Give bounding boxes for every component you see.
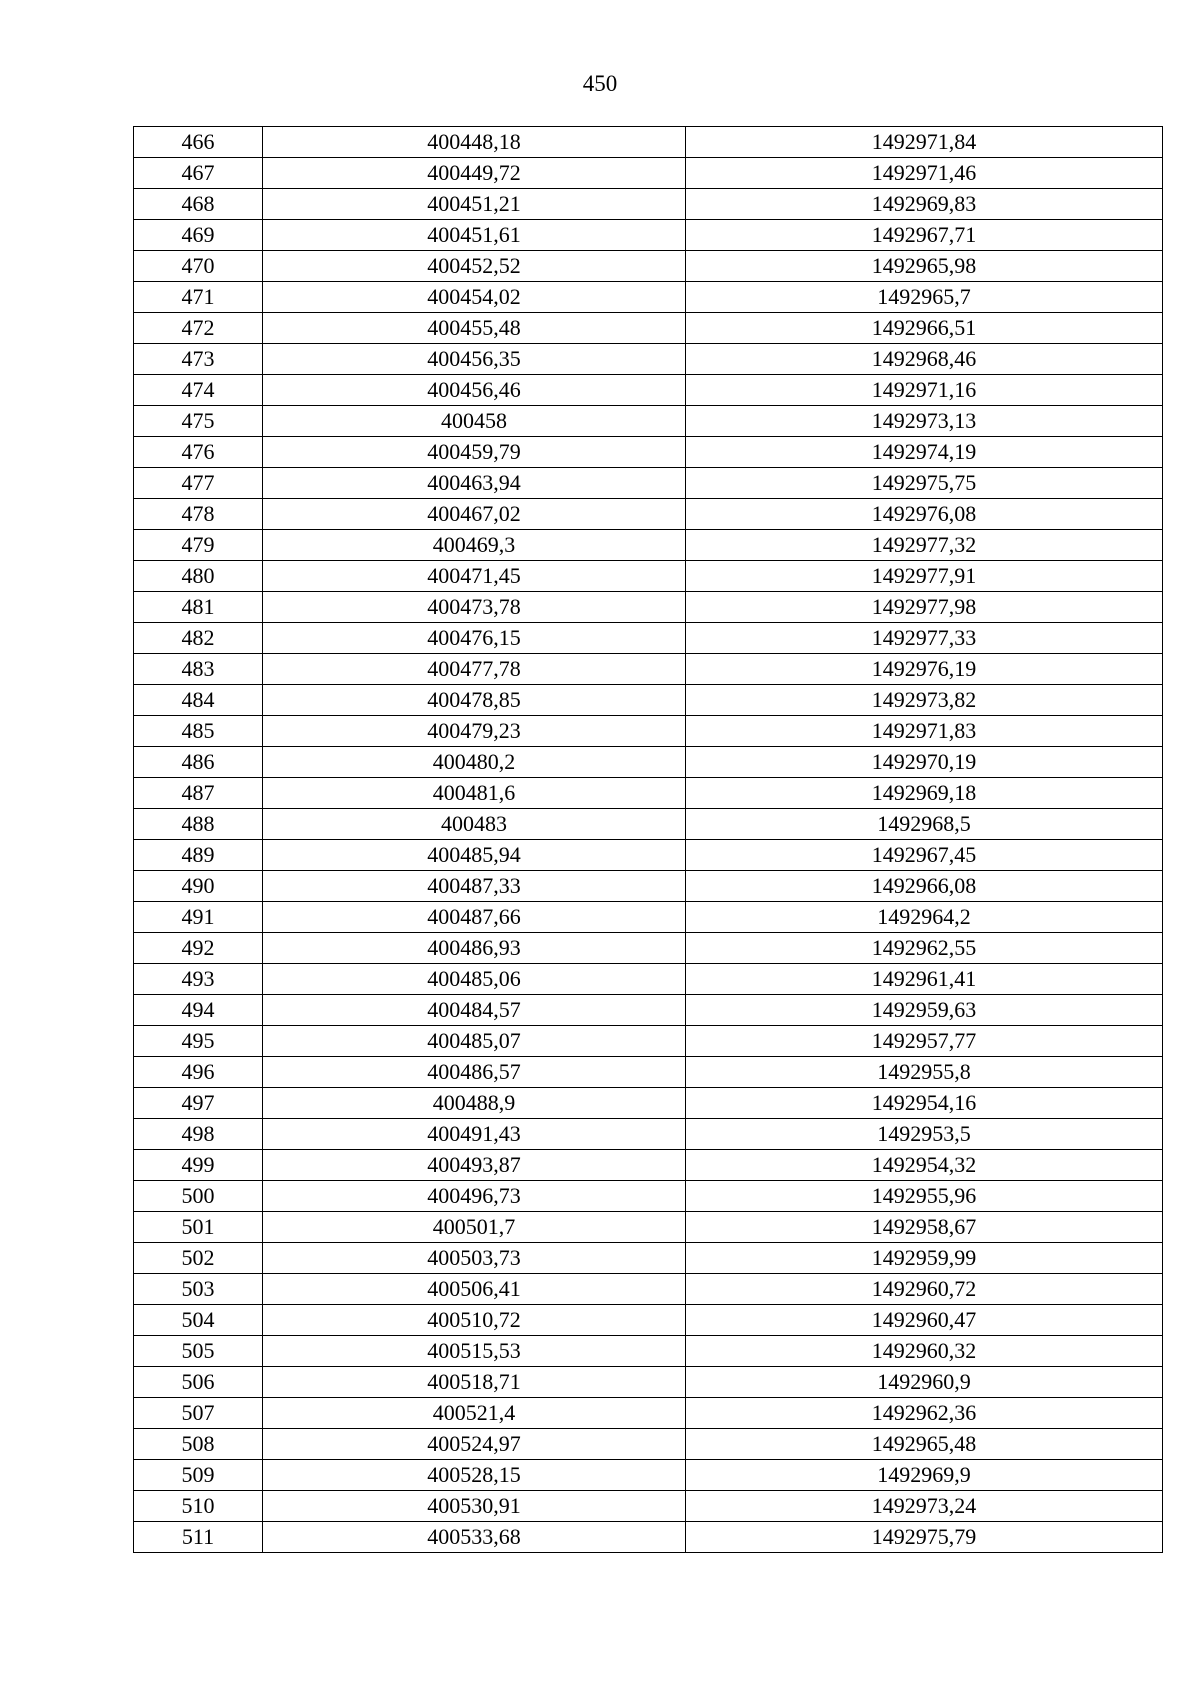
table-row — [134, 282, 1163, 313]
table-row — [134, 1243, 1163, 1274]
point-number-cell: 499 — [134, 1150, 263, 1181]
y-coordinate-cell: 1492965,98 — [686, 251, 1163, 282]
point-number-cell: 488 — [134, 809, 263, 840]
table-row — [134, 995, 1163, 1026]
table-row — [134, 654, 1163, 685]
point-number-cell: 477 — [134, 468, 263, 499]
table-row — [134, 1460, 1163, 1491]
x-coordinate-cell: 400488,9 — [263, 1088, 686, 1119]
table-row — [134, 1398, 1163, 1429]
x-coordinate-cell: 400496,73 — [263, 1181, 686, 1212]
table-row — [134, 840, 1163, 871]
y-coordinate-cell: 1492977,33 — [686, 623, 1163, 654]
table-row — [134, 406, 1163, 437]
point-number-cell: 509 — [134, 1460, 263, 1491]
point-number-cell: 490 — [134, 871, 263, 902]
x-coordinate-cell: 400449,72 — [263, 158, 686, 189]
x-coordinate-cell: 400456,35 — [263, 344, 686, 375]
table-row — [134, 1336, 1163, 1367]
x-coordinate-cell: 400486,93 — [263, 933, 686, 964]
x-coordinate-cell: 400467,02 — [263, 499, 686, 530]
table-row — [134, 1088, 1163, 1119]
point-number-cell: 481 — [134, 592, 263, 623]
y-coordinate-cell: 1492971,83 — [686, 716, 1163, 747]
x-coordinate-cell: 400455,48 — [263, 313, 686, 344]
table-row — [134, 716, 1163, 747]
x-coordinate-cell: 400454,02 — [263, 282, 686, 313]
table-row — [134, 1522, 1163, 1553]
y-coordinate-cell: 1492961,41 — [686, 964, 1163, 995]
x-coordinate-cell: 400530,91 — [263, 1491, 686, 1522]
table-row — [134, 1212, 1163, 1243]
y-coordinate-cell: 1492958,67 — [686, 1212, 1163, 1243]
y-coordinate-cell: 1492977,91 — [686, 561, 1163, 592]
table-row — [134, 530, 1163, 561]
point-number-cell: 483 — [134, 654, 263, 685]
y-coordinate-cell: 1492962,36 — [686, 1398, 1163, 1429]
point-number-cell: 473 — [134, 344, 263, 375]
y-coordinate-cell: 1492971,46 — [686, 158, 1163, 189]
y-coordinate-cell: 1492977,98 — [686, 592, 1163, 623]
y-coordinate-cell: 1492977,32 — [686, 530, 1163, 561]
table-row — [134, 623, 1163, 654]
point-number-cell: 504 — [134, 1305, 263, 1336]
x-coordinate-cell: 400477,78 — [263, 654, 686, 685]
y-coordinate-cell: 1492975,75 — [686, 468, 1163, 499]
table-row — [134, 933, 1163, 964]
point-number-cell: 472 — [134, 313, 263, 344]
x-coordinate-cell: 400471,45 — [263, 561, 686, 592]
x-coordinate-cell: 400485,07 — [263, 1026, 686, 1057]
x-coordinate-cell: 400448,18 — [263, 127, 686, 158]
y-coordinate-cell: 1492975,79 — [686, 1522, 1163, 1553]
table-row — [134, 1491, 1163, 1522]
x-coordinate-cell: 400481,6 — [263, 778, 686, 809]
point-number-cell: 467 — [134, 158, 263, 189]
table-row — [134, 375, 1163, 406]
y-coordinate-cell: 1492967,71 — [686, 220, 1163, 251]
y-coordinate-cell: 1492960,9 — [686, 1367, 1163, 1398]
y-coordinate-cell: 1492965,48 — [686, 1429, 1163, 1460]
point-number-cell: 501 — [134, 1212, 263, 1243]
point-number-cell: 468 — [134, 189, 263, 220]
point-number-cell: 485 — [134, 716, 263, 747]
point-number-cell: 470 — [134, 251, 263, 282]
point-number-cell: 505 — [134, 1336, 263, 1367]
x-coordinate-cell: 400510,72 — [263, 1305, 686, 1336]
x-coordinate-cell: 400487,33 — [263, 871, 686, 902]
table-row — [134, 189, 1163, 220]
point-number-cell: 478 — [134, 499, 263, 530]
point-number-cell: 507 — [134, 1398, 263, 1429]
x-coordinate-cell: 400506,41 — [263, 1274, 686, 1305]
x-coordinate-cell: 400493,87 — [263, 1150, 686, 1181]
table-row — [134, 344, 1163, 375]
point-number-cell: 493 — [134, 964, 263, 995]
point-number-cell: 475 — [134, 406, 263, 437]
point-number-cell: 489 — [134, 840, 263, 871]
table-row — [134, 1429, 1163, 1460]
table-row — [134, 1274, 1163, 1305]
x-coordinate-cell: 400451,21 — [263, 189, 686, 220]
y-coordinate-cell: 1492968,46 — [686, 344, 1163, 375]
table-row — [134, 1181, 1163, 1212]
y-coordinate-cell: 1492953,5 — [686, 1119, 1163, 1150]
x-coordinate-cell: 400486,57 — [263, 1057, 686, 1088]
table-row — [134, 499, 1163, 530]
x-coordinate-cell: 400521,4 — [263, 1398, 686, 1429]
y-coordinate-cell: 1492955,96 — [686, 1181, 1163, 1212]
point-number-cell: 503 — [134, 1274, 263, 1305]
y-coordinate-cell: 1492959,99 — [686, 1243, 1163, 1274]
y-coordinate-cell: 1492957,77 — [686, 1026, 1163, 1057]
y-coordinate-cell: 1492971,84 — [686, 127, 1163, 158]
table-row — [134, 561, 1163, 592]
x-coordinate-cell: 400476,15 — [263, 623, 686, 654]
y-coordinate-cell: 1492966,08 — [686, 871, 1163, 902]
point-number-cell: 487 — [134, 778, 263, 809]
x-coordinate-cell: 400501,7 — [263, 1212, 686, 1243]
x-coordinate-cell: 400518,71 — [263, 1367, 686, 1398]
x-coordinate-cell: 400458 — [263, 406, 686, 437]
table-row — [134, 778, 1163, 809]
x-coordinate-cell: 400515,53 — [263, 1336, 686, 1367]
point-number-cell: 500 — [134, 1181, 263, 1212]
y-coordinate-cell: 1492974,19 — [686, 437, 1163, 468]
table-row — [134, 685, 1163, 716]
table-row — [134, 1057, 1163, 1088]
point-number-cell: 482 — [134, 623, 263, 654]
table-row — [134, 1367, 1163, 1398]
y-coordinate-cell: 1492959,63 — [686, 995, 1163, 1026]
point-number-cell: 496 — [134, 1057, 263, 1088]
y-coordinate-cell: 1492954,16 — [686, 1088, 1163, 1119]
x-coordinate-cell: 400533,68 — [263, 1522, 686, 1553]
point-number-cell: 474 — [134, 375, 263, 406]
point-number-cell: 510 — [134, 1491, 263, 1522]
x-coordinate-cell: 400479,23 — [263, 716, 686, 747]
y-coordinate-cell: 1492954,32 — [686, 1150, 1163, 1181]
table-row — [134, 313, 1163, 344]
table-row — [134, 1026, 1163, 1057]
y-coordinate-cell: 1492973,82 — [686, 685, 1163, 716]
table-row — [134, 1150, 1163, 1181]
point-number-cell: 491 — [134, 902, 263, 933]
table-row — [134, 1119, 1163, 1150]
y-coordinate-cell: 1492969,9 — [686, 1460, 1163, 1491]
table-row — [134, 251, 1163, 282]
table-row — [134, 964, 1163, 995]
point-number-cell: 471 — [134, 282, 263, 313]
y-coordinate-cell: 1492960,72 — [686, 1274, 1163, 1305]
point-number-cell: 469 — [134, 220, 263, 251]
table-row — [134, 220, 1163, 251]
x-coordinate-cell: 400463,94 — [263, 468, 686, 499]
table-row — [134, 158, 1163, 189]
x-coordinate-cell: 400485,06 — [263, 964, 686, 995]
x-coordinate-cell: 400483 — [263, 809, 686, 840]
x-coordinate-cell: 400451,61 — [263, 220, 686, 251]
table-row — [134, 437, 1163, 468]
point-number-cell: 480 — [134, 561, 263, 592]
table-row — [134, 871, 1163, 902]
y-coordinate-cell: 1492967,45 — [686, 840, 1163, 871]
point-number-cell: 502 — [134, 1243, 263, 1274]
x-coordinate-cell: 400459,79 — [263, 437, 686, 468]
y-coordinate-cell: 1492976,19 — [686, 654, 1163, 685]
x-coordinate-cell: 400478,85 — [263, 685, 686, 716]
point-number-cell: 479 — [134, 530, 263, 561]
point-number-cell: 486 — [134, 747, 263, 778]
x-coordinate-cell: 400528,15 — [263, 1460, 686, 1491]
table-row — [134, 809, 1163, 840]
point-number-cell: 511 — [134, 1522, 263, 1553]
y-coordinate-cell: 1492969,18 — [686, 778, 1163, 809]
y-coordinate-cell: 1492966,51 — [686, 313, 1163, 344]
y-coordinate-cell: 1492968,5 — [686, 809, 1163, 840]
point-number-cell: 508 — [134, 1429, 263, 1460]
x-coordinate-cell: 400484,57 — [263, 995, 686, 1026]
table-row — [134, 592, 1163, 623]
y-coordinate-cell: 1492965,7 — [686, 282, 1163, 313]
table-row — [134, 902, 1163, 933]
y-coordinate-cell: 1492973,24 — [686, 1491, 1163, 1522]
page-number: 450 — [582, 71, 618, 96]
x-coordinate-cell: 400503,73 — [263, 1243, 686, 1274]
point-number-cell: 476 — [134, 437, 263, 468]
point-number-cell: 494 — [134, 995, 263, 1026]
y-coordinate-cell: 1492964,2 — [686, 902, 1163, 933]
point-number-cell: 498 — [134, 1119, 263, 1150]
y-coordinate-cell: 1492960,32 — [686, 1336, 1163, 1367]
table-row — [134, 468, 1163, 499]
x-coordinate-cell: 400524,97 — [263, 1429, 686, 1460]
point-number-cell: 495 — [134, 1026, 263, 1057]
point-number-cell: 506 — [134, 1367, 263, 1398]
y-coordinate-cell: 1492962,55 — [686, 933, 1163, 964]
point-number-cell: 492 — [134, 933, 263, 964]
y-coordinate-cell: 1492973,13 — [686, 406, 1163, 437]
x-coordinate-cell: 400487,66 — [263, 902, 686, 933]
table-row — [134, 747, 1163, 778]
y-coordinate-cell: 1492960,47 — [686, 1305, 1163, 1336]
y-coordinate-cell: 1492971,16 — [686, 375, 1163, 406]
x-coordinate-cell: 400452,52 — [263, 251, 686, 282]
y-coordinate-cell: 1492969,83 — [686, 189, 1163, 220]
table-row — [134, 127, 1163, 158]
x-coordinate-cell: 400480,2 — [263, 747, 686, 778]
y-coordinate-cell: 1492976,08 — [686, 499, 1163, 530]
point-number-cell: 497 — [134, 1088, 263, 1119]
coordinates-table-body — [134, 127, 1163, 1553]
coordinates-table — [133, 126, 1163, 1553]
point-number-cell: 484 — [134, 685, 263, 716]
x-coordinate-cell: 400473,78 — [263, 592, 686, 623]
x-coordinate-cell: 400469,3 — [263, 530, 686, 561]
table-row — [134, 1305, 1163, 1336]
x-coordinate-cell: 400485,94 — [263, 840, 686, 871]
y-coordinate-cell: 1492970,19 — [686, 747, 1163, 778]
point-number-cell: 466 — [134, 127, 263, 158]
x-coordinate-cell: 400456,46 — [263, 375, 686, 406]
x-coordinate-cell: 400491,43 — [263, 1119, 686, 1150]
y-coordinate-cell: 1492955,8 — [686, 1057, 1163, 1088]
